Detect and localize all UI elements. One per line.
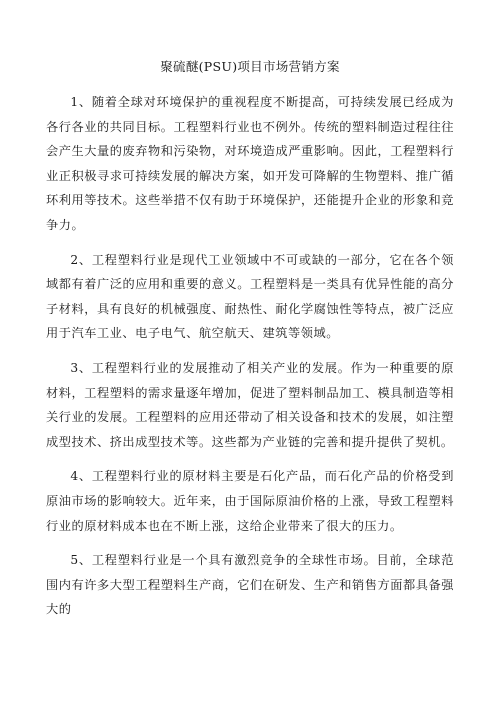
document-title: 聚硫醚(PSU)项目市场营销方案 [160,59,340,74]
paragraph-2: 2、工程塑料行业是现代工业领域中不可或缺的一部分，它在各个领域都有着广泛的应用和重要的意义。工程塑料是一类具有优异性能的高分子材料，具有良好的机械强度、耐热性、耐化学腐蚀性等特点，被广泛应用于汽车工业、电子电气、航空航天、建筑等领域。 [46,252,454,341]
paragraph-4: 4、工程塑料行业的原材料主要是石化产品，而石化产品的价格受到原油市场的影响较大。近年来，由于国际原油价格的上涨，导致工程塑料行业的原材料成本也在不断上涨，这给企业带来了很大的压力。 [46,469,454,533]
paragraph-3: 3、工程塑料行业的发展推动了相关产业的发展。作为一种重要的原材料，工程塑料的需求量逐年增加，促进了塑料制品加工、模具制造等相关行业的发展。工程塑料的应用还带动了相关设备和技术的发展，如注塑成型技术、挤出成型技术等。这些都为产业链的完善和提升提供了契机。 [46,360,454,449]
paragraph-1: 1、随着全球对环境保护的重视程度不断提高，可持续发展已经成为各行各业的共同目标。工程塑料行业也不例外。传统的塑料制造过程往往会产生大量的废弃物和污染物，对环境造成严重影响。因此，工程塑料行业正积极寻求可持续发展的解决方案，如开发可降解的生物塑料、推广循环利用等技术。这些举措不仅有助于环境保护，还能提升企业的形象和竞争力。 [46,95,454,232]
paragraph-5: 5、工程塑料行业是一个具有激烈竞争的全球性市场。目前，全球范围内有许多大型工程塑料生产商，它们在研发、生产和销售方面都具备强大的 [46,553,454,617]
